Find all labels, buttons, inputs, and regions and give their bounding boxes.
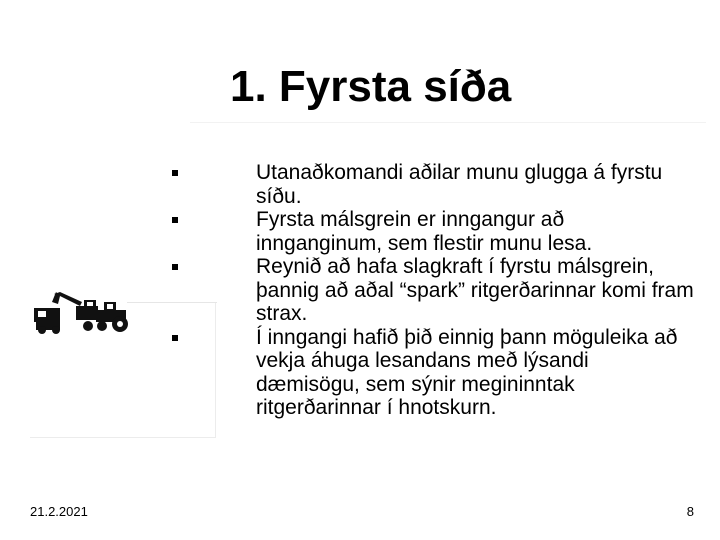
bullet-marker-icon [172,170,178,176]
bullet-list [256,161,696,420]
bullet-item [256,161,696,208]
title-divider [190,122,706,123]
page-number: 8 [686,504,694,519]
bullet-text: Utanaðkomandi aðilar munu glugga á fyrstu síðu. [256,161,663,208]
bullet-item [256,255,696,326]
bullet-item [256,326,696,420]
bullet-marker-icon [172,264,178,270]
bullet-marker-icon [172,217,178,223]
bullet-marker-icon [172,335,178,341]
bullet-item [256,208,696,255]
bullet-text: Reynið að hafa slagkraft í fyrstu málsgrein, þannig að aðal “spark” ritgerðarinnar komi fram strax. [256,255,694,325]
footer-date: 21.2.2021 [30,504,88,519]
construction-vehicles-icon [30,286,136,334]
bullet-text: Fyrsta málsgrein er inngangur að innganginum, sem flestir munu lesa. [256,208,593,255]
decorative-panel-line [127,302,217,303]
bullet-text: Í inngangi hafið þið einnig þann möguleika að vekja áhuga lesandans með lýsandi dæmisögu, sem sýnir megininntak ritgerðarinnar í hnotskurn. [256,325,678,419]
slide-title: 1. Fyrsta síða [230,62,512,111]
